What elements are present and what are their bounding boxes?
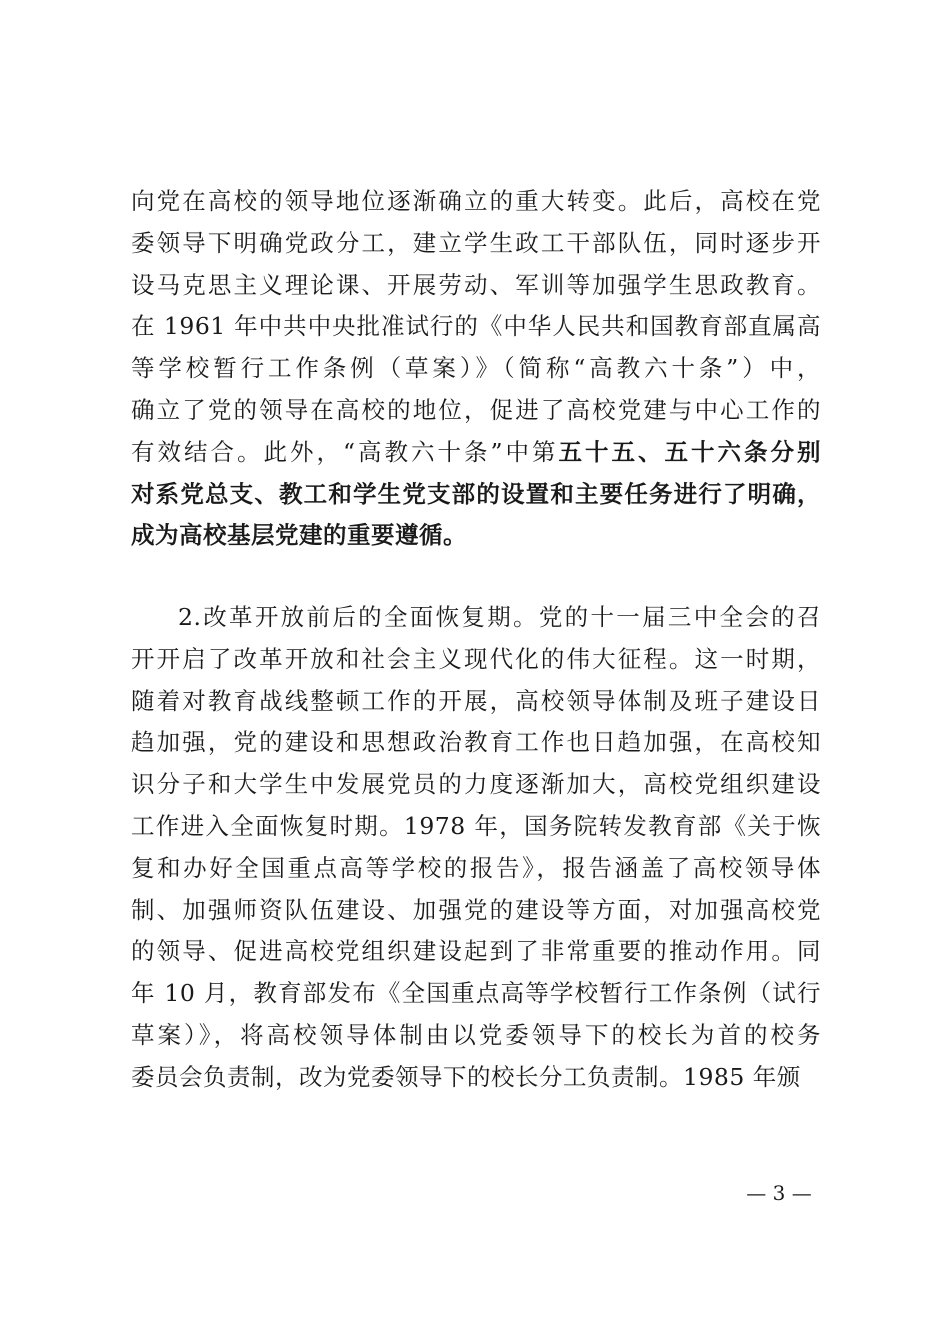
text-segment: 制、加强师资队伍建设、加强党的建设等方面，对加强高校党 (131, 896, 821, 924)
text-segment: 确立了党的领导在高校的地位，促进了高校党建与中心工作的 (131, 396, 821, 424)
text-line (131, 810, 821, 842)
text-line (131, 935, 821, 967)
text-segment: 识分子和大学生中发展党员的力度逐渐加大，高校党组织建设 (131, 770, 821, 798)
text-line (131, 436, 821, 468)
text-line (131, 685, 821, 717)
text-line (131, 352, 821, 384)
text-line (131, 519, 821, 551)
text-line (131, 1061, 821, 1093)
text-segment: 有效结合。此外，“高教六十条”中第 (131, 438, 559, 466)
text-segment: 复和办好全国重点高等学校的报告》，报告涵盖了高校领导体 (131, 854, 821, 882)
text-segment: 随着对教育战线整顿工作的开展，高校领导体制及班子建设日 (131, 687, 821, 715)
text-line (131, 768, 821, 800)
text-segment: 草案）》，将高校领导体制由以党委领导下的校长为首的校务 (131, 1021, 821, 1049)
text-segment: 2.改革开放前后的全面恢复期。党的十一届三中全会的召 (178, 603, 821, 631)
page-number: — 3 — (746, 1181, 812, 1205)
text-line (131, 852, 821, 884)
text-segment: 工作进入全面恢复时期。1978 年，国务院转发教育部《关于恢 (131, 812, 821, 840)
text-segment: 开开启了改革开放和社会主义现代化的伟大征程。这一时期， (131, 645, 821, 673)
text-segment: 向党在高校的领导地位逐渐确立的重大转变。此后，高校在党 (131, 187, 821, 215)
text-line (131, 643, 821, 675)
text-line (131, 478, 821, 510)
text-segment: 在 1961 年中共中央批准试行的《中华人民共和国教育部直属高 (131, 312, 821, 340)
text-segment: 趋加强，党的建设和思想政治教育工作也日趋加强，在高校知 (131, 728, 821, 756)
text-line (178, 601, 821, 633)
bold-text-segment: 对系党总支、教工和学生党支部的设置和主要任务进行了明确， (131, 480, 821, 508)
text-line (131, 1019, 821, 1051)
text-line (131, 185, 821, 217)
text-line (131, 394, 821, 426)
bold-text-segment: 五十五、五十六条分别 (558, 438, 822, 466)
text-line (131, 310, 821, 342)
text-line (131, 227, 821, 259)
text-segment: 委领导下明确党政分工，建立学生政工干部队伍，同时逐步开 (131, 229, 821, 257)
text-line (131, 977, 821, 1009)
bold-text-segment: 成为高校基层党建的重要遵循。 (131, 521, 467, 549)
text-line (131, 726, 821, 758)
text-segment: 等学校暂行工作条例（草案）》（简称“高教六十条”）中， (131, 354, 821, 382)
text-segment: 委员会负责制，改为党委领导下的校长分工负责制。1985 年颁 (131, 1063, 801, 1091)
text-line (131, 894, 821, 926)
text-segment: 设马克思主义理论课、开展劳动、军训等加强学生思政教育。 (131, 271, 821, 299)
text-segment: 的领导、促进高校党组织建设起到了非常重要的推动作用。同 (131, 937, 821, 965)
text-segment: 年 10 月，教育部发布《全国重点高等学校暂行工作条例（试行 (131, 979, 821, 1007)
text-line (131, 269, 821, 301)
